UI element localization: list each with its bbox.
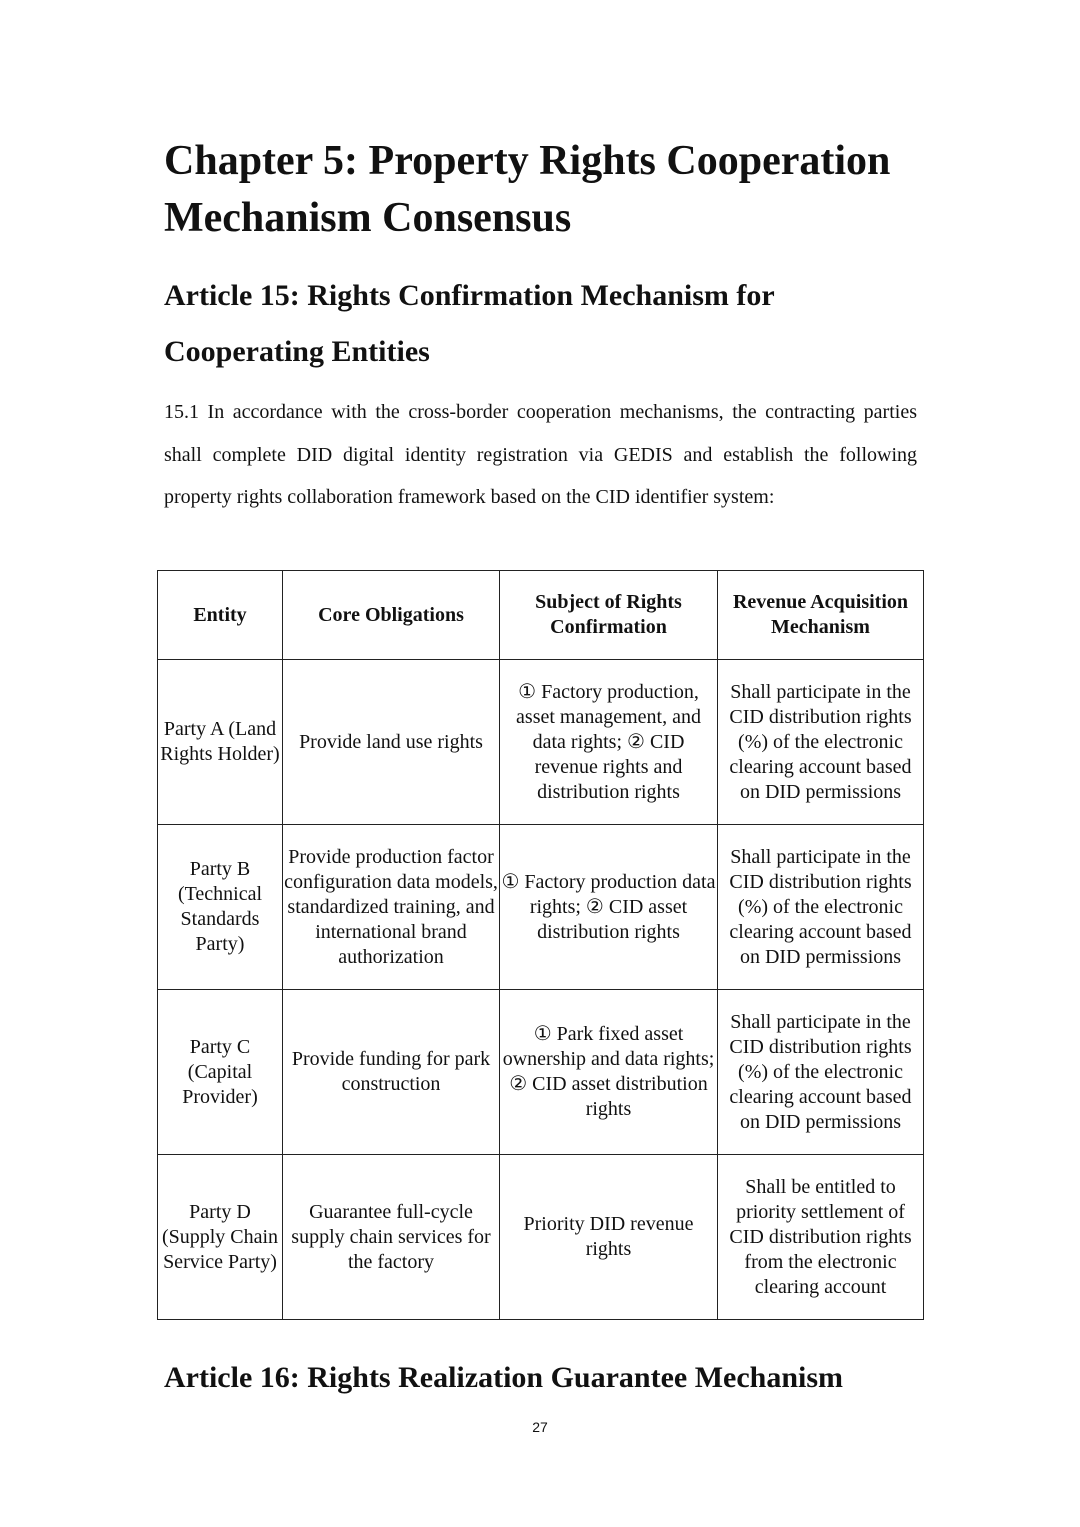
cell-entity: Party A (Land Rights Holder) bbox=[158, 660, 283, 825]
table-row bbox=[158, 1155, 924, 1320]
cell-core-obligations: Provide funding for park construction bbox=[283, 990, 500, 1155]
cell-entity: Party D (Supply Chain Service Party) bbox=[158, 1155, 283, 1320]
cell-subject-of-rights: ① Factory production data rights; ② CID asset distribution rights bbox=[500, 825, 718, 990]
cell-core-obligations: Guarantee full-cycle supply chain services for the factory bbox=[283, 1155, 500, 1320]
cell-subject-of-rights: ① Factory production, asset management, and data rights; ② CID revenue rights and distribution rights bbox=[500, 660, 718, 825]
chapter-title: Chapter 5: Property Rights Cooperation Mechanism Consensus bbox=[164, 138, 891, 241]
table-row bbox=[158, 990, 924, 1155]
cell-revenue-mechanism: Shall be entitled to priority settlement of CID distribution rights from the electronic clearing account bbox=[718, 1155, 924, 1320]
cell-entity: Party B (Technical Standards Party) bbox=[158, 825, 283, 990]
cell-subject-of-rights: Priority DID revenue rights bbox=[500, 1155, 718, 1320]
rights-confirmation-table bbox=[157, 570, 924, 1320]
header-subject-of-rights: Subject of Rights Confirmation bbox=[500, 571, 718, 660]
table-row bbox=[158, 825, 924, 990]
header-core-obligations: Core Obligations bbox=[283, 571, 500, 660]
cell-subject-of-rights: ① Park fixed asset ownership and data rights; ② CID asset distribution rights bbox=[500, 990, 718, 1155]
table-row bbox=[158, 660, 924, 825]
article-15-title: Article 15: Rights Confirmation Mechanism for Cooperating Entities bbox=[164, 279, 775, 368]
header-entity: Entity bbox=[158, 571, 283, 660]
table-header-row bbox=[158, 571, 924, 660]
cell-core-obligations: Provide production factor configuration data models, standardized training, and international brand authorization bbox=[283, 825, 500, 990]
article-16-title: Article 16: Rights Realization Guarantee Mechanism bbox=[164, 1361, 844, 1394]
cell-revenue-mechanism: Shall participate in the CID distribution rights (%) of the electronic clearing account based on DID permissions bbox=[718, 990, 924, 1155]
page-number: 27 bbox=[532, 1419, 548, 1435]
cell-entity: Party C (Capital Provider) bbox=[158, 990, 283, 1155]
cell-revenue-mechanism: Shall participate in the CID distribution rights (%) of the electronic clearing account based on DID permissions bbox=[718, 660, 924, 825]
intro-paragraph: 15.1 In accordance with the cross-border cooperation mechanisms, the contracting parties shall complete DID digital identity registration via GEDIS and establish the following property rights collaboration framework based on the CID identifier system: bbox=[164, 401, 917, 508]
cell-revenue-mechanism: Shall participate in the CID distribution rights (%) of the electronic clearing account based on DID permissions bbox=[718, 825, 924, 990]
cell-core-obligations: Provide land use rights bbox=[283, 660, 500, 825]
header-revenue-mechanism: Revenue Acquisition Mechanism bbox=[718, 571, 924, 660]
